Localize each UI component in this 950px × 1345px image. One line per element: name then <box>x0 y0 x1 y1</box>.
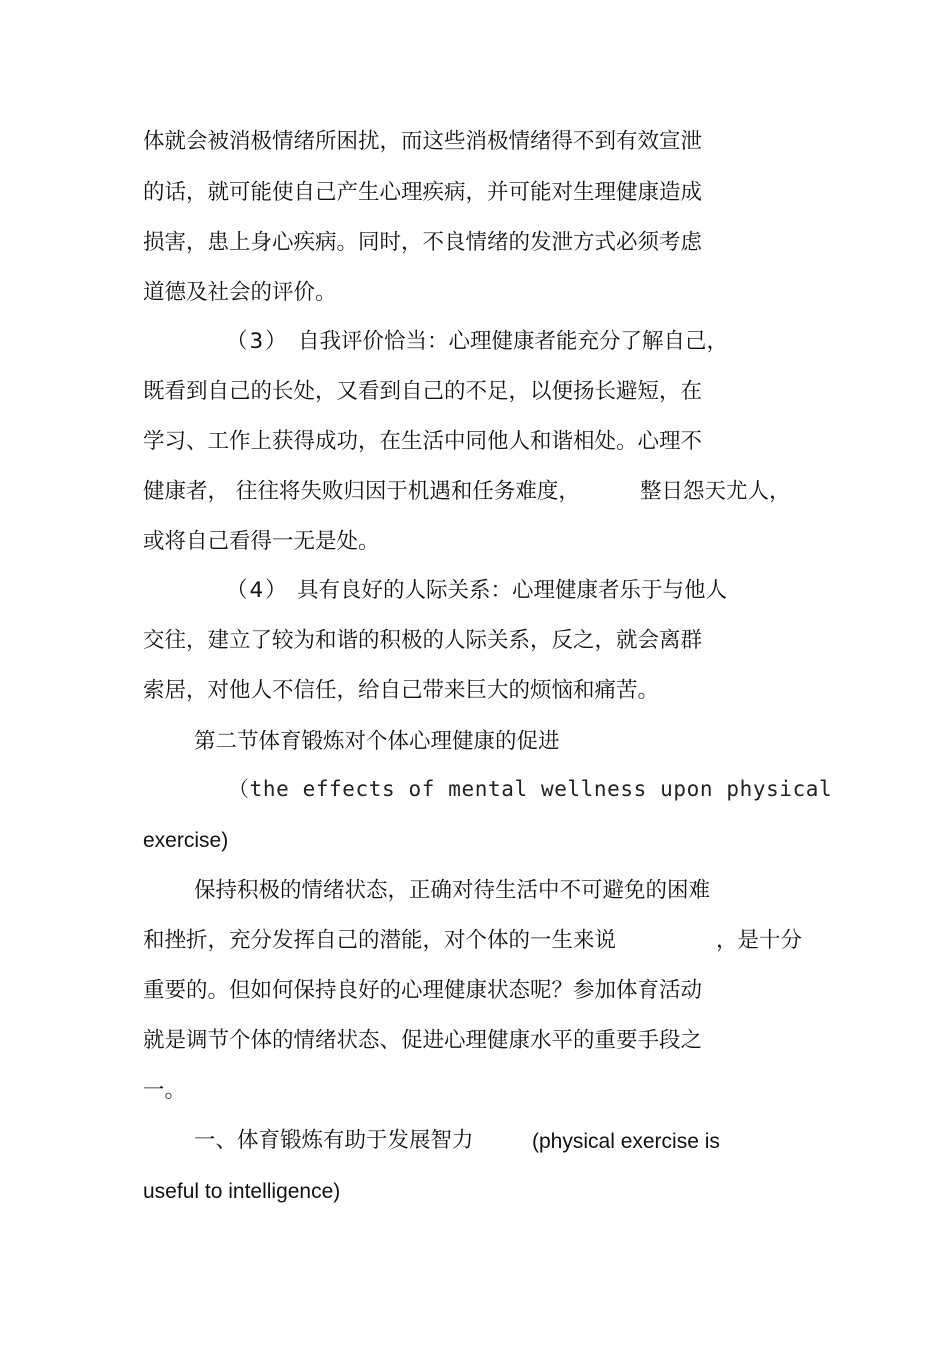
section-english-title-cont: exercise) <box>143 829 229 852</box>
paragraph-line: 学习、工作上获得成功，在生活中同他人和谐相处。心理不 <box>143 429 703 454</box>
paragraph-line: 的话，就可能使自己产生心理疾病，并可能对生理健康造成 <box>143 180 703 205</box>
item-number: （3） <box>226 329 289 354</box>
paragraph-line: 道德及社会的评价。 <box>143 280 337 305</box>
subsection-title: 一、体育锻炼有助于发展智力 <box>194 1128 474 1153</box>
item-heading-line: 自我评价恰当：心理健康者能充分了解自己， <box>298 329 729 354</box>
item-heading-line: 具有良好的人际关系：心理健康者乐于与他人 <box>297 578 728 603</box>
subsection-english-title: (physical exercise is <box>532 1130 720 1153</box>
paragraph-line: 保持积极的情绪状态，正确对待生活中不可避免的困难 <box>194 878 711 903</box>
paragraph-line: 健康者， 往往将失败归因于机遇和任务难度， <box>143 479 580 504</box>
section-title: 第二节体育锻炼对个体心理健康的促进 <box>194 729 560 754</box>
subsection-english-title-cont: useful to intelligence) <box>143 1180 341 1203</box>
paragraph-line: 就是调节个体的情绪状态、促进心理健康水平的重要手段之 <box>143 1028 703 1053</box>
paragraph-line: 和挫折，充分发挥自己的潜能，对个体的一生来说 <box>143 928 617 953</box>
paragraph-line: 一。 <box>143 1078 187 1103</box>
paragraph-line: ，是十分 <box>716 928 803 953</box>
section-english-title: （the effects of mental wellness upon physical <box>228 777 833 801</box>
paragraph-line: 体就会被消极情绪所困扰，而这些消极情绪得不到有效宣泄 <box>143 129 703 154</box>
item-number: （4） <box>226 578 289 603</box>
paragraph-line: 损害，患上身心疾病。同时，不良情绪的发泄方式必须考虑 <box>143 230 703 255</box>
paragraph-line: 索居，对他人不信任，给自己带来巨大的烦恼和痛苦。 <box>143 678 660 703</box>
paragraph-line: 整日怨天尤人， <box>640 479 791 504</box>
paragraph-line: 既看到自己的长处，又看到自己的不足，以便扬长避短，在 <box>143 379 703 404</box>
paragraph-line: 交往，建立了较为和谐的积极的人际关系，反之，就会离群 <box>143 628 703 653</box>
paragraph-line: 或将自己看得一无是处。 <box>143 529 380 554</box>
paragraph-line: 重要的。但如何保持良好的心理健康状态呢？参加体育活动 <box>143 978 703 1003</box>
